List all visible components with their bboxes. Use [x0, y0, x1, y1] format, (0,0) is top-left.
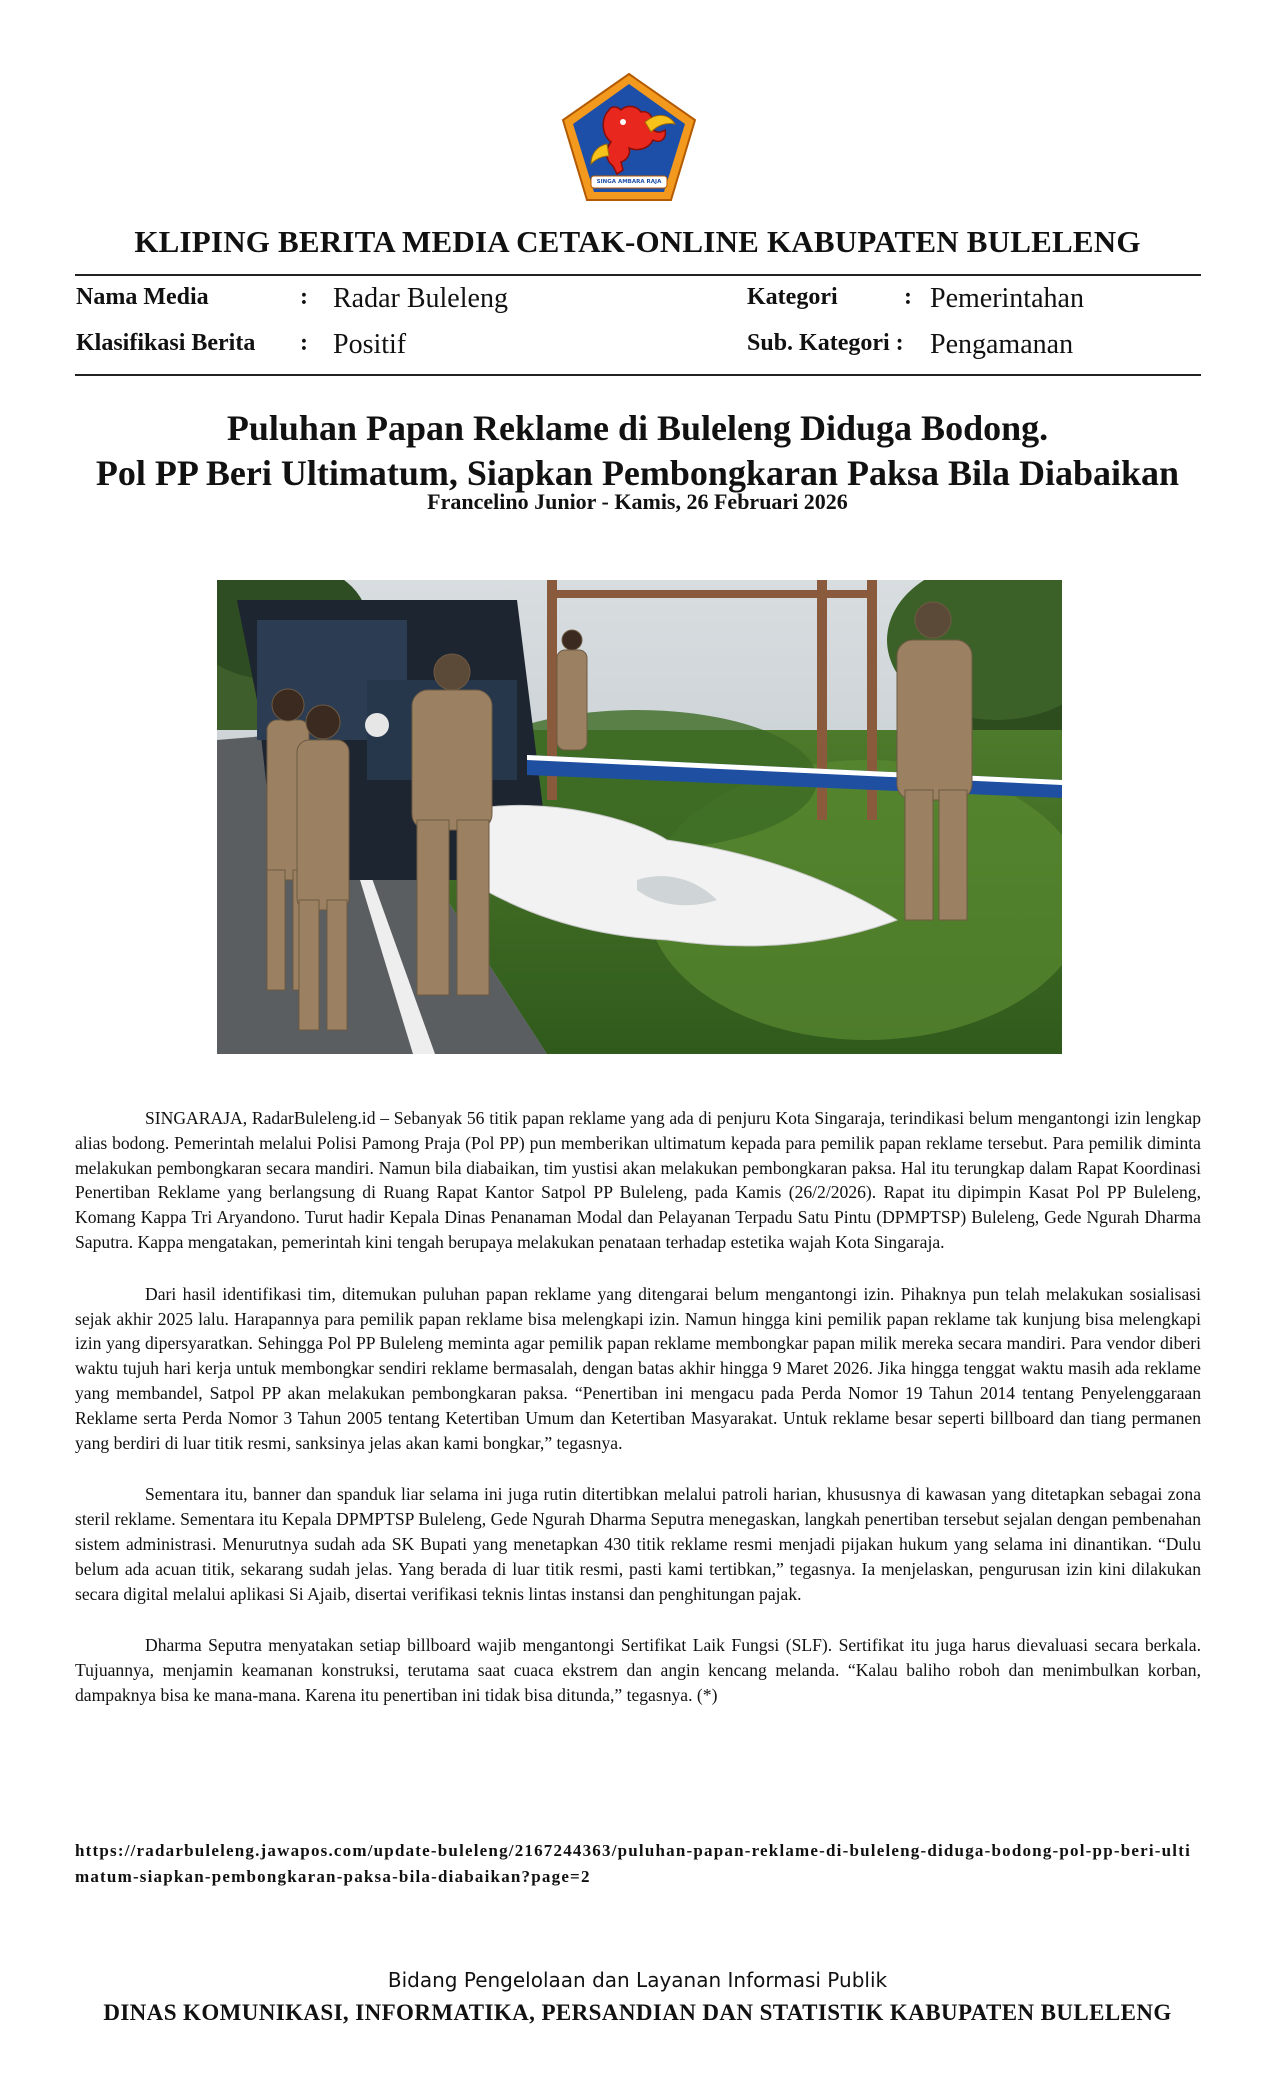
article-body: [75, 1106, 1201, 1735]
klasifikasi-label: Klasifikasi Berita: [76, 330, 256, 356]
nama-media-value: Radar Buleleng: [333, 283, 508, 314]
kategori-label: Kategori: [747, 284, 838, 310]
logo-caption: SINGA AMBARA RAJA: [596, 179, 662, 185]
sub-kategori-value: Pengamanan: [930, 329, 1074, 360]
clipping-title: KLIPING BERITA MEDIA CETAK-ONLINE KABUPATEN BULELENG: [134, 224, 1141, 259]
kategori-colon: :: [904, 284, 912, 310]
source-url: https://radarbuleleng.jawapos.com/update-buleleng/2167244363/puluhan-papan-reklame-di-buleleng-diduga-bodong-pol-pp-beri-ultimatum-siapkan-pembongkaran-paksa-bila-diabaikan?page=2: [75, 1841, 1192, 1886]
article-paragraph: SINGARAJA, RadarBuleleng.id – Sebanyak 56 titik papan reklame yang ada di penjuru Kota Singaraja, terindikasi belum mengantongi izin lengkap alias bodong. Pemerintah melalui Polisi Pamong Praja (Pol PP) pun memberikan ultimatum kepada para pemilik papan reklame tersebut. Para pemilik diminta melakukan pembongkaran secara mandiri. Namun bila diabaikan, tim yustisi akan melakukan pembongkaran paksa. Hal itu terungkap dalam Rapat Koordinasi Penertiban Reklame yang berlangsung di Ruang Rapat Kantor Satpol PP Buleleng, pada Kamis (26/2/2026). Rapat itu dipimpin Kasat Pol PP Buleleng, Komang Kappa Tri Aryandono. Turut hadir Kepala Dinas Penanaman Modal dan Pelayanan Terpadu Satu Pintu (DPMPTSP) Buleleng, Gede Ngurah Dharma Saputra. Kappa mengatakan, pemerintah kini tengah berupaya melakukan penataan terhadap estetika wajah Kota Singaraja.: [75, 1108, 1201, 1252]
kategori-value: Pemerintahan: [930, 283, 1084, 314]
bottom-divider: [75, 374, 1201, 376]
sub-kategori-label: Sub. Kategori :: [747, 330, 904, 356]
byline: Francelino Junior - Kamis, 26 Februari 2026: [427, 489, 848, 514]
article-paragraph: Dharma Seputra menyatakan setiap billboard wajib mengantongi Sertifikat Laik Fungsi (SLF). Sertifikat itu juga harus dievaluasi secara berkala. Tujuannya, menjamin keamanan konstruksi, terutama saat cuaca ekstrem dan angin kencang melanda. “Kalau baliho roboh dan menimbulkan korban, dampaknya bisa ke mana-mana. Karena itu penertiban ini tidak bisa ditunda,” tegasnya. (*): [75, 1635, 1201, 1705]
footer-agency: DINAS KOMUNIKASI, INFORMATIKA, PERSANDIAN DAN STATISTIK KABUPATEN BULELENG: [103, 2000, 1172, 2025]
klasifikasi-value: Positif: [333, 329, 407, 360]
buleleng-emblem-logo: [561, 72, 697, 204]
headline-line-1: Puluhan Papan Reklame di Buleleng Diduga Bodong.: [226, 408, 1049, 448]
headline-line-2: Pol PP Beri Ultimatum, Siapkan Pembongkaran Paksa Bila Diabaikan: [95, 453, 1180, 493]
article-paragraph: Dari hasil identifikasi tim, ditemukan puluhan papan reklame yang ditengarai belum mengantongi izin. Pihaknya pun telah melakukan sosialisasi sejak akhir 2025 lalu. Harapannya para pemilik papan reklame bisa melengkapi izin. Namun hingga kini pemilik papan reklame tak kunjung bisa melengkapi izin yang dipersyaratkan. Sehingga Pol PP Buleleng meminta agar pemilik papan reklame membongkar papan milik mereka secara mandiri. Para vendor diberi waktu tujuh hari kerja untuk membongkar sendiri reklame bermasalah, dengan batas akhir hingga 9 Maret 2026. Jika hingga tenggat waktu masih ada reklame yang membandel, Satpol PP akan melakukan pembongkaran paksa. “Penertiban ini mengacu pada Perda Nomor 19 Tahun 2014 tentang Penyelenggaraan Reklame serta Perda Nomor 3 Tahun 2005 tentang Ketertiban Umum dan Ketertiban Masyarakat. Untuk reklame besar seperti billboard dan tiang permanen yang berdiri di luar titik resmi, sanksinya jelas akan kami bongkar,” tegasnya.: [75, 1283, 1201, 1453]
article-paragraph: Sementara itu, banner dan spanduk liar selama ini juga rutin ditertibkan melalui patroli harian, khususnya di kawasan yang ditetapkan sebagai zona steril reklame. Sementara itu Kepala DPMPTSP Buleleng, Gede Ngurah Dharma Seputra menegaskan, langkah penertiban tersebut sejalan dengan pembenahan sistem administrasi. Menurutnya sudah ada SK Bupati yang menetapkan 430 titik reklame resmi menjadi pijakan hukum yang selama ini dinantikan. “Dulu belum ada acuan titik, sekarang sudah jelas. Yang berada di luar titik resmi, pasti kami tertibkan,” tegasnya. Ia menjelaskan, pengurusan izin kini dilakukan secara digital melalui aplikasi Si Ajaib, disertai verifikasi teknis lintas instansi dan penghitungan pajak.: [75, 1484, 1201, 1604]
nama-media-label: Nama Media: [76, 284, 209, 310]
footer-division: Bidang Pengelolaan dan Layanan Informasi Publik: [387, 1968, 888, 1992]
klasifikasi-colon: :: [300, 330, 308, 356]
top-divider: [75, 274, 1201, 276]
nama-media-colon: :: [300, 284, 308, 310]
article-photo: [217, 580, 1062, 1054]
